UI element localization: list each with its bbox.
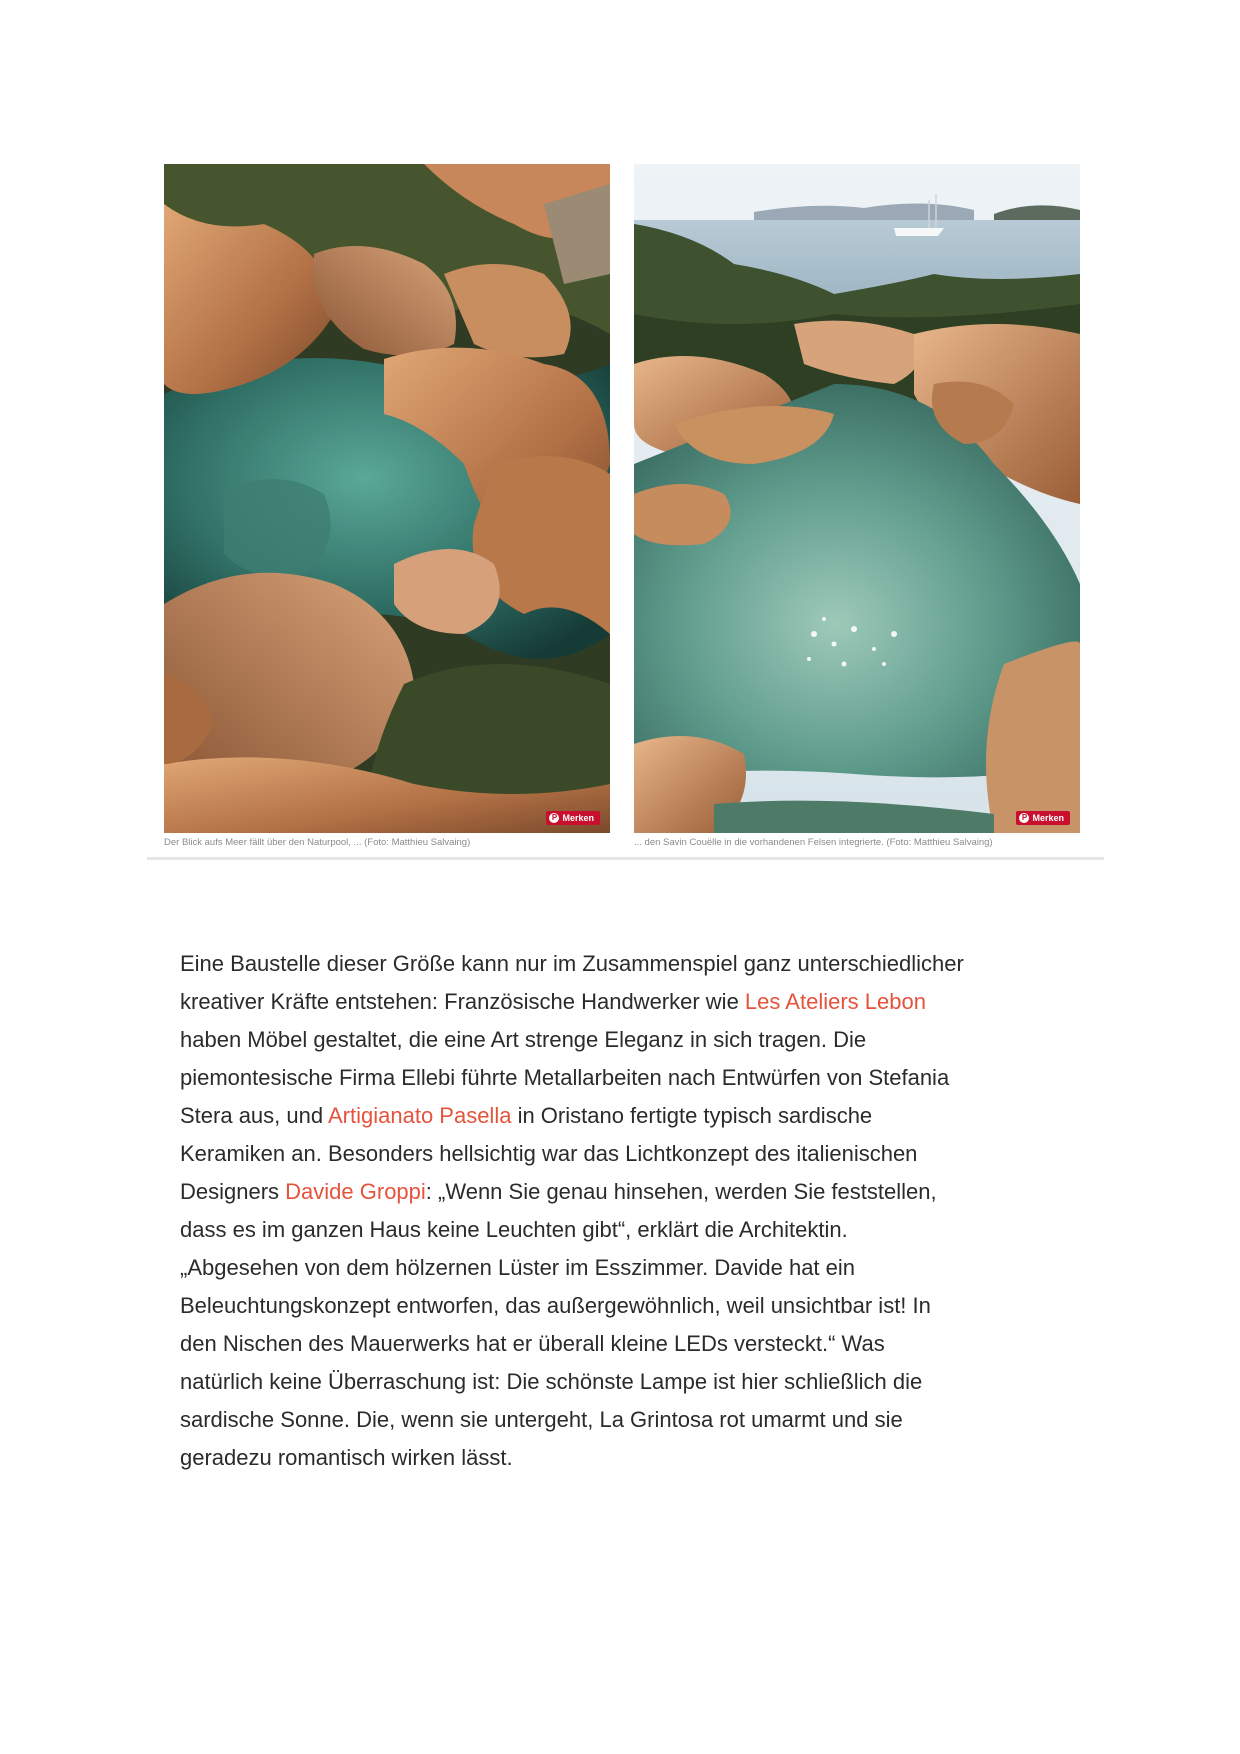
article-line: Keramiken an. Besonders hellsichtig war das Lichtkonzept des italienischen (180, 1141, 918, 1166)
article-line: Beleuchtungskonzept entworfen, das außergewöhnlich, weil unsichtbar ist! In (180, 1293, 931, 1318)
photo-natural-pool[interactable] (164, 164, 610, 833)
article-line: kreativer Kräfte entstehen: Französische Handwerker wie Les Ateliers Lebon (180, 989, 926, 1014)
pinterest-icon: P (549, 813, 559, 823)
article-line: dass es im ganzen Haus keine Leuchten gibt“, erklärt die Architektin. (180, 1217, 848, 1242)
pin-label: Merken (1032, 813, 1064, 823)
article-line: natürlich keine Überraschung ist: Die schönste Lampe ist hier schließlich die (180, 1369, 923, 1394)
link-les-ateliers-lebon[interactable]: Les Ateliers Lebon (744, 989, 926, 1014)
article-line: Designers Davide Groppi: „Wenn Sie genau hinsehen, werden Sie feststellen, (180, 1179, 937, 1204)
link-davide-groppi[interactable]: Davide Groppi (285, 1179, 426, 1204)
article-line: Stera aus, und Artigianato Pasella in Oristano fertigte typisch sardische (180, 1103, 873, 1128)
article-line: sardische Sonne. Die, wenn sie untergeht, La Grintosa rot umarmt und sie (180, 1407, 903, 1432)
photo-pool-sea-view[interactable] (634, 164, 1080, 833)
article-line: piemontesische Firma Ellebi führte Metallarbeiten nach Entwürfen von Stefania (180, 1065, 950, 1090)
natural-pool-image (164, 164, 610, 833)
pin-label: Merken (562, 813, 594, 823)
article-line: Eine Baustelle dieser Größe kann nur im Zusammenspiel ganz unterschiedlicher (180, 951, 964, 976)
pinterest-save-button[interactable] (546, 811, 600, 825)
article-line: haben Möbel gestaltet, die eine Art strenge Eleganz in sich tragen. Die (180, 1027, 867, 1052)
link-artigianato-pasella[interactable]: Artigianato Pasella (328, 1103, 512, 1128)
pinterest-icon: P (1019, 813, 1029, 823)
photo-caption: ... den Savin Couëlle in die vorhandenen Felsen integrierte. (Foto: Matthieu Salvaing) (634, 837, 993, 848)
article-line: den Nischen des Mauerwerks hat er überall kleine LEDs versteckt.“ Was (180, 1331, 885, 1356)
photo-gallery (147, 146, 1127, 856)
article-body (180, 945, 1080, 1477)
photo-caption: Der Blick aufs Meer fällt über den Naturpool, ... (Foto: Matthieu Salvaing) (164, 837, 471, 848)
pinterest-save-button[interactable] (1016, 811, 1070, 825)
gallery-divider (147, 857, 1104, 860)
article-line: geradezu romantisch wirken lässt. (180, 1445, 513, 1470)
photo-card-2 (634, 164, 1080, 848)
pool-sea-view-image (634, 164, 1080, 833)
photo-card-1 (164, 164, 610, 848)
article-line: „Abgesehen von dem hölzernen Lüster im Esszimmer. Davide hat ein (180, 1255, 856, 1280)
